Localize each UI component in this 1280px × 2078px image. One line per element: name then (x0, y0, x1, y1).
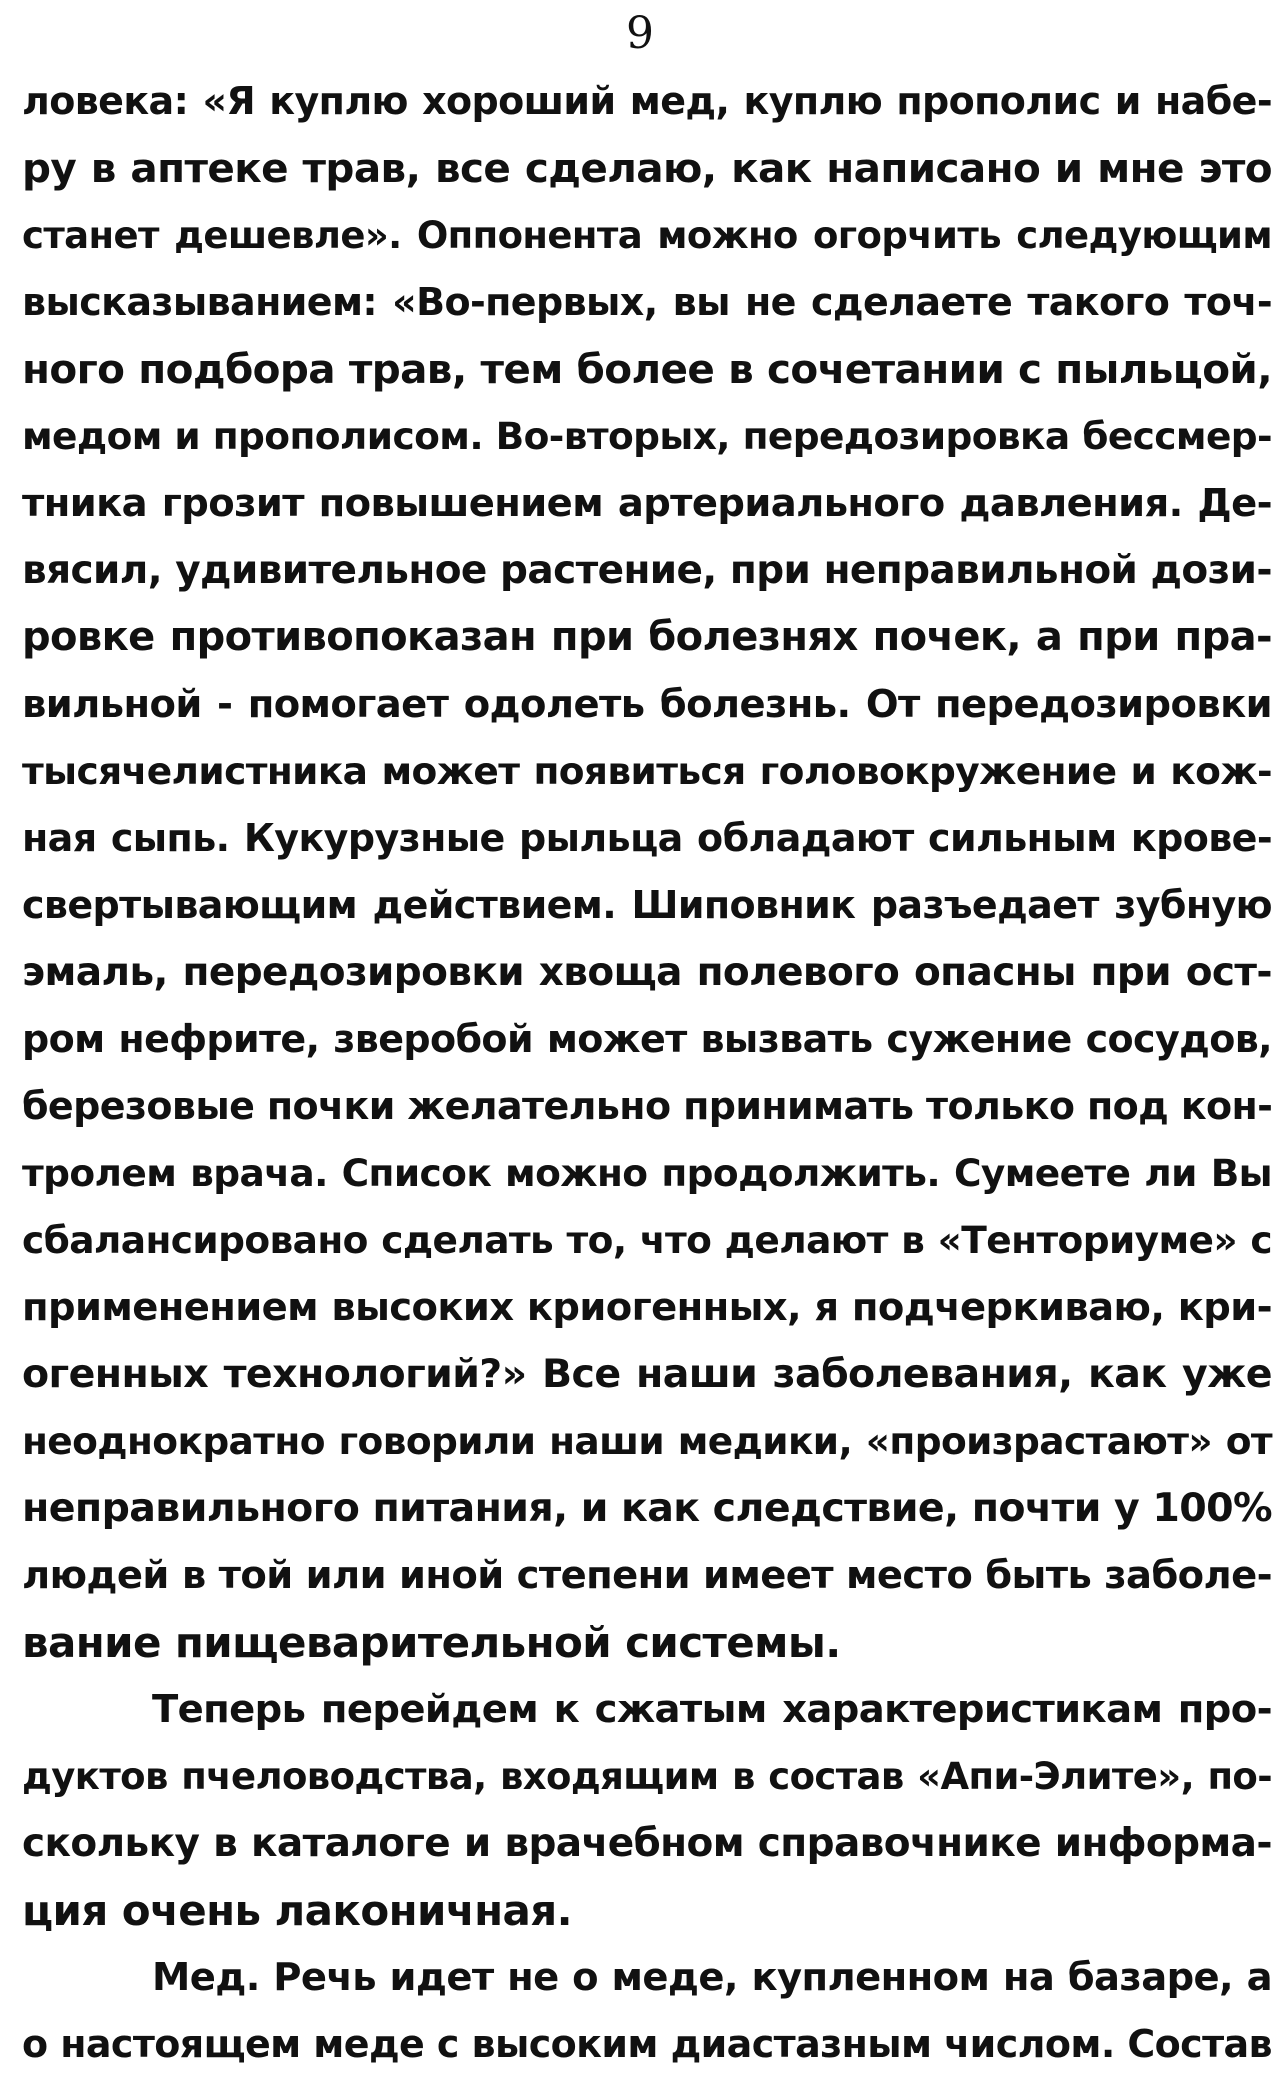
text-line: скольку в каталоге и врачебном справочнике информа- (22, 1821, 1272, 1866)
text-line: высказыванием: «Во-первых, вы не сделаете такого точ- (22, 280, 1272, 324)
text-line: медом и прополисом. Во-вторых, передозировка бессмер- (22, 414, 1272, 458)
text-line: ного подбора трав, тем более в сочетании с пыльцой, (22, 345, 1272, 393)
text-line: ная сыпь. Кукурузные рыльца обладают сильным крове- (22, 816, 1272, 860)
paragraph-start-line: Теперь перейдем к сжатым характеристикам про- (152, 1687, 1272, 1732)
text-line: ровке противопоказан при болезнях почек, а при пра- (22, 614, 1272, 660)
text-line: дуктов пчеловодства, входящим в состав «Апи-Элите», по- (22, 1755, 1272, 1798)
text-line: ру в аптеке трав, все сделаю, как написано и мне это (22, 144, 1272, 192)
text-line: сбалансировано сделать то, что делают в «Тенториуме» с (22, 1218, 1272, 1262)
text-line: вясил, удивительное растение, при неправильной дози- (22, 548, 1272, 593)
body-text (22, 68, 1272, 2078)
text-line: ловека: «Я куплю хороший мед, куплю прополис и набе- (22, 79, 1272, 123)
text-line: станет дешевле». Оппонента можно огорчить следующим (22, 214, 1272, 257)
text-line: людей в той или иной степени имеет место быть заболе- (22, 1553, 1272, 1598)
text-line: неоднократно говорили наши медики, «произрастают» от (22, 1419, 1272, 1463)
text-line: вильной - помогает одолеть болезнь. От передозировки (22, 682, 1272, 727)
paragraph-end-line: ция очень лаконичная. (22, 1886, 572, 1935)
text-line: свертывающим действием. Шиповник разъедает зубную (22, 883, 1272, 927)
text-line: эмаль, передозировки хвоща полевого опасны при ост- (22, 950, 1272, 995)
text-line: ром нефрите, зверобой может вызвать сужение сосудов, (22, 1017, 1272, 1061)
text-line: применением высоких криогенных, я подчеркиваю, кри- (22, 1285, 1272, 1330)
text-line: огенных технологий?» Все наши заболевания, как уже (22, 1351, 1272, 1397)
paragraph-end-line: вание пищеварительной системы. (22, 1618, 841, 1667)
text-line: неправильного питания, и как следствие, почти у 100% (22, 1485, 1272, 1531)
page-number: 9 (626, 8, 654, 59)
paragraph-start-line: Мед. Речь идет не о меде, купленном на базаре, а (152, 1955, 1272, 2000)
text-line: березовые почки желательно принимать только под кон- (22, 1084, 1273, 1128)
text-line: тролем врача. Список можно продолжить. Сумеете ли Вы (22, 1151, 1272, 1195)
text-line: тника грозит повышением артериального давления. Де- (22, 481, 1272, 526)
text-line: о настоящем меде с высоким диастазным числом. Состав (22, 2022, 1272, 2066)
text-line: тысячелистника может появиться головокружение и кож- (22, 749, 1272, 793)
